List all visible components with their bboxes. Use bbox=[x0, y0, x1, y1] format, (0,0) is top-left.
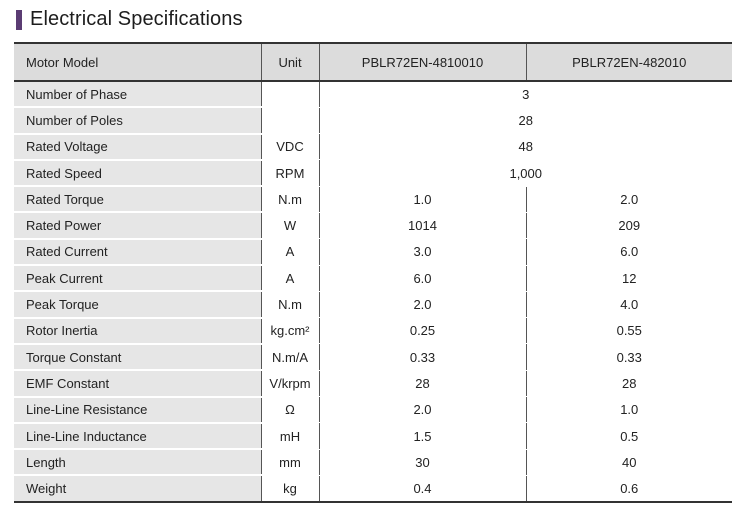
table-row bbox=[14, 160, 732, 186]
row-shared-value: 3 bbox=[319, 81, 732, 107]
row-value-model-a: 0.4 bbox=[319, 475, 526, 501]
row-unit: A bbox=[261, 265, 319, 291]
title-accent-bar bbox=[16, 10, 22, 30]
row-unit: mm bbox=[261, 449, 319, 475]
row-value-model-b: 0.6 bbox=[526, 475, 732, 501]
table-row bbox=[14, 370, 732, 396]
row-value-model-b: 2.0 bbox=[526, 186, 732, 212]
row-label: Rated Power bbox=[14, 212, 261, 238]
row-label: Rotor Inertia bbox=[14, 318, 261, 344]
row-label: Rated Voltage bbox=[14, 134, 261, 160]
row-value-model-a: 6.0 bbox=[319, 265, 526, 291]
row-value-model-a: 2.0 bbox=[319, 397, 526, 423]
row-value-model-b: 28 bbox=[526, 370, 732, 396]
row-value-model-a: 1014 bbox=[319, 212, 526, 238]
header-unit: Unit bbox=[261, 43, 319, 81]
page-title: Electrical Specifications bbox=[30, 8, 243, 30]
row-value-model-b: 4.0 bbox=[526, 291, 732, 317]
row-value-model-a: 1.5 bbox=[319, 423, 526, 449]
row-value-model-a: 3.0 bbox=[319, 239, 526, 265]
row-shared-value: 1,000 bbox=[319, 160, 732, 186]
row-label: Length bbox=[14, 449, 261, 475]
table-body bbox=[14, 81, 732, 502]
row-unit: RPM bbox=[261, 160, 319, 186]
row-value-model-a: 0.33 bbox=[319, 344, 526, 370]
row-unit bbox=[261, 107, 319, 133]
row-value-model-b: 0.5 bbox=[526, 423, 732, 449]
row-label: Line-Line Resistance bbox=[14, 397, 261, 423]
row-shared-value: 28 bbox=[319, 107, 732, 133]
table-row bbox=[14, 397, 732, 423]
row-value-model-a: 28 bbox=[319, 370, 526, 396]
row-value-model-a: 30 bbox=[319, 449, 526, 475]
row-label: EMF Constant bbox=[14, 370, 261, 396]
table-row bbox=[14, 107, 732, 133]
table-row bbox=[14, 318, 732, 344]
row-label: Rated Current bbox=[14, 239, 261, 265]
header-model-b: PBLR72EN-482010 bbox=[526, 43, 732, 81]
header-model-a: PBLR72EN-4810010 bbox=[319, 43, 526, 81]
row-value-model-b: 1.0 bbox=[526, 397, 732, 423]
row-value-model-b: 0.33 bbox=[526, 344, 732, 370]
row-label: Weight bbox=[14, 475, 261, 501]
table-row bbox=[14, 265, 732, 291]
row-value-model-a: 0.25 bbox=[319, 318, 526, 344]
table-row bbox=[14, 475, 732, 501]
row-unit: kg bbox=[261, 475, 319, 501]
table-row bbox=[14, 186, 732, 212]
table-row bbox=[14, 291, 732, 317]
row-label: Torque Constant bbox=[14, 344, 261, 370]
table-row bbox=[14, 344, 732, 370]
row-label: Rated Torque bbox=[14, 186, 261, 212]
section-title bbox=[16, 8, 243, 31]
table-header-row bbox=[14, 43, 732, 81]
row-label: Rated Speed bbox=[14, 160, 261, 186]
row-unit bbox=[261, 81, 319, 107]
row-unit: mH bbox=[261, 423, 319, 449]
row-label: Peak Torque bbox=[14, 291, 261, 317]
row-value-model-a: 1.0 bbox=[319, 186, 526, 212]
row-value-model-b: 0.55 bbox=[526, 318, 732, 344]
row-unit: VDC bbox=[261, 134, 319, 160]
row-unit: V/krpm bbox=[261, 370, 319, 396]
table-row bbox=[14, 423, 732, 449]
row-unit: kg.cm² bbox=[261, 318, 319, 344]
row-shared-value: 48 bbox=[319, 134, 732, 160]
table-row bbox=[14, 134, 732, 160]
row-unit: Ω bbox=[261, 397, 319, 423]
specifications-table bbox=[14, 42, 732, 503]
table-row bbox=[14, 449, 732, 475]
row-unit: N.m bbox=[261, 291, 319, 317]
row-unit: N.m bbox=[261, 186, 319, 212]
row-value-model-b: 209 bbox=[526, 212, 732, 238]
table-row bbox=[14, 81, 732, 107]
row-label: Peak Current bbox=[14, 265, 261, 291]
row-unit: A bbox=[261, 239, 319, 265]
header-motor-model: Motor Model bbox=[14, 43, 261, 81]
row-value-model-a: 2.0 bbox=[319, 291, 526, 317]
row-unit: N.m/A bbox=[261, 344, 319, 370]
table-row bbox=[14, 212, 732, 238]
row-label: Number of Poles bbox=[14, 107, 261, 133]
row-label: Number of Phase bbox=[14, 81, 261, 107]
row-unit: W bbox=[261, 212, 319, 238]
row-value-model-b: 40 bbox=[526, 449, 732, 475]
row-value-model-b: 6.0 bbox=[526, 239, 732, 265]
row-label: Line-Line Inductance bbox=[14, 423, 261, 449]
table-row bbox=[14, 239, 732, 265]
row-value-model-b: 12 bbox=[526, 265, 732, 291]
